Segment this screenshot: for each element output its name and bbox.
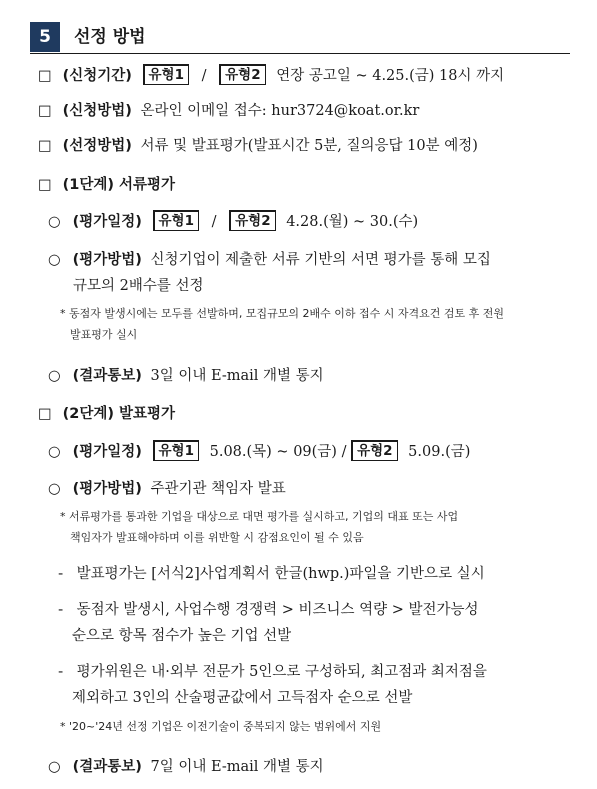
apply-method-label: (신청방법) — [62, 103, 132, 119]
select-method-text: 서류 및 발표평가(발표시간 5분, 질의응답 10분 예정) — [140, 138, 478, 154]
note-star-icon: * — [60, 510, 66, 523]
stage2-dash2-item — [58, 598, 479, 622]
apply-period-item — [38, 64, 504, 88]
section-number: 5 — [30, 22, 60, 52]
section-header — [30, 22, 570, 54]
circle-bullet-icon: ○ — [48, 444, 61, 460]
stage2-dash2-line1: 동점자 발생시, 사업수행 경쟁력 > 비즈니스 역량 > 발전가능성 — [76, 602, 479, 618]
stage1-schedule-item — [48, 210, 418, 234]
stage1-note-line1: 동점자 발생시에는 모두를 선발하며, 모집규모의 2배수 이하 접수 시 자격요건 검토 후 전원 — [69, 307, 504, 320]
note-star-icon: * — [60, 720, 66, 733]
stage2-note2-text: '20~'24년 선정 기업은 이전기술이 중복되지 않는 범위에서 지원 — [69, 720, 382, 733]
note-star-icon: * — [60, 307, 66, 320]
stage2-dash3-line2: 제외하고 3인의 산술평균값에서 고득점자 순으로 선발 — [72, 690, 413, 706]
stage2-note-line1: 서류평가를 통과한 기업을 대상으로 대면 평가를 실시하고, 기업의 대표 또는 사업 — [69, 510, 459, 523]
select-method-label: (선정방법) — [62, 138, 132, 154]
stage1-result-label: (결과통보) — [72, 368, 142, 384]
type2-badge: 유형2 — [351, 440, 397, 461]
stage2-method-text: 주관기관 책임자 발표 — [150, 481, 286, 497]
circle-bullet-icon: ○ — [48, 759, 61, 775]
circle-bullet-icon: ○ — [48, 214, 61, 230]
type2-badge: 유형2 — [229, 210, 275, 231]
stage1-heading — [38, 173, 175, 197]
stage1-method-text: 신청기업이 제출한 서류 기반의 서면 평가를 통해 모집 — [150, 252, 491, 268]
dash-bullet-icon: - — [58, 664, 64, 680]
square-bullet-icon: □ — [38, 406, 52, 422]
stage1-method-item — [48, 248, 491, 272]
stage2-method-item — [48, 477, 286, 501]
stage2-schedule-label: (평가일정) — [72, 444, 142, 460]
section-title: 선정 방법 — [74, 27, 146, 47]
stage2-dash3-item — [58, 660, 487, 684]
type1-badge: 유형1 — [153, 210, 199, 231]
type1-badge: 유형1 — [153, 440, 199, 461]
stage1-result-text: 3일 이내 E-mail 개별 통지 — [150, 368, 324, 384]
stage2-note — [60, 509, 458, 525]
apply-method-item — [38, 99, 419, 123]
stage2-dash1-text: 발표평가는 [서식2]사업계획서 한글(hwp.)파일을 기반으로 실시 — [76, 566, 485, 582]
stage2-result-text: 7일 이내 E-mail 개별 통지 — [150, 759, 324, 775]
apply-period-text: 연장 공고일 ~ 4.25.(금) 18시 까지 — [276, 68, 505, 84]
select-method-item — [38, 134, 478, 158]
circle-bullet-icon: ○ — [48, 368, 61, 384]
circle-bullet-icon: ○ — [48, 252, 61, 268]
stage2-schedule-item — [48, 440, 470, 464]
apply-period-label: (신청기간) — [62, 68, 132, 84]
stage1-note — [60, 306, 504, 322]
square-bullet-icon: □ — [38, 138, 52, 154]
square-bullet-icon: □ — [38, 177, 52, 193]
stage2-heading — [38, 402, 175, 426]
circle-bullet-icon: ○ — [48, 481, 61, 497]
apply-method-text: 온라인 이메일 접수: hur3724@koat.or.kr — [140, 103, 420, 119]
stage2-result-label: (결과통보) — [72, 759, 142, 775]
stage2-label: (2단계) 발표평가 — [62, 406, 176, 422]
stage2-note-line2: 책임자가 발표해야하며 이를 위반할 시 감점요인이 될 수 있음 — [70, 531, 364, 544]
stage2-dash2-line2: 순으로 항목 점수가 높은 기업 선발 — [72, 628, 292, 644]
dash-bullet-icon: - — [58, 566, 64, 582]
slash: / — [201, 68, 207, 84]
stage1-method-label: (평가방법) — [72, 252, 142, 268]
stage1-schedule-text: 4.28.(월) ~ 30.(수) — [286, 214, 419, 230]
stage1-note-line2: 발표평가 실시 — [70, 328, 138, 341]
slash: / — [211, 214, 217, 230]
square-bullet-icon: □ — [38, 103, 52, 119]
stage2-schedule-text2: 5.09.(금) — [408, 444, 471, 460]
stage2-dash1-item — [58, 562, 485, 586]
square-bullet-icon: □ — [38, 68, 52, 84]
stage2-dash3-line1: 평가위원은 내·외부 전문가 5인으로 구성하되, 최고점과 최저점을 — [76, 664, 487, 680]
stage1-label: (1단계) 서류평가 — [62, 177, 176, 193]
stage2-note2 — [60, 719, 381, 735]
type1-badge: 유형1 — [143, 64, 189, 85]
stage1-schedule-label: (평가일정) — [72, 214, 142, 230]
slash: / — [341, 444, 347, 460]
stage1-result-item — [48, 364, 324, 388]
stage1-method-text-cont: 규모의 2배수를 선정 — [73, 278, 204, 294]
stage2-result-item — [48, 755, 324, 779]
stage2-schedule-text1: 5.08.(목) ~ 09(금) — [209, 444, 337, 460]
header-divider — [30, 53, 570, 54]
type2-badge: 유형2 — [219, 64, 265, 85]
stage2-method-label: (평가방법) — [72, 481, 142, 497]
dash-bullet-icon: - — [58, 602, 64, 618]
